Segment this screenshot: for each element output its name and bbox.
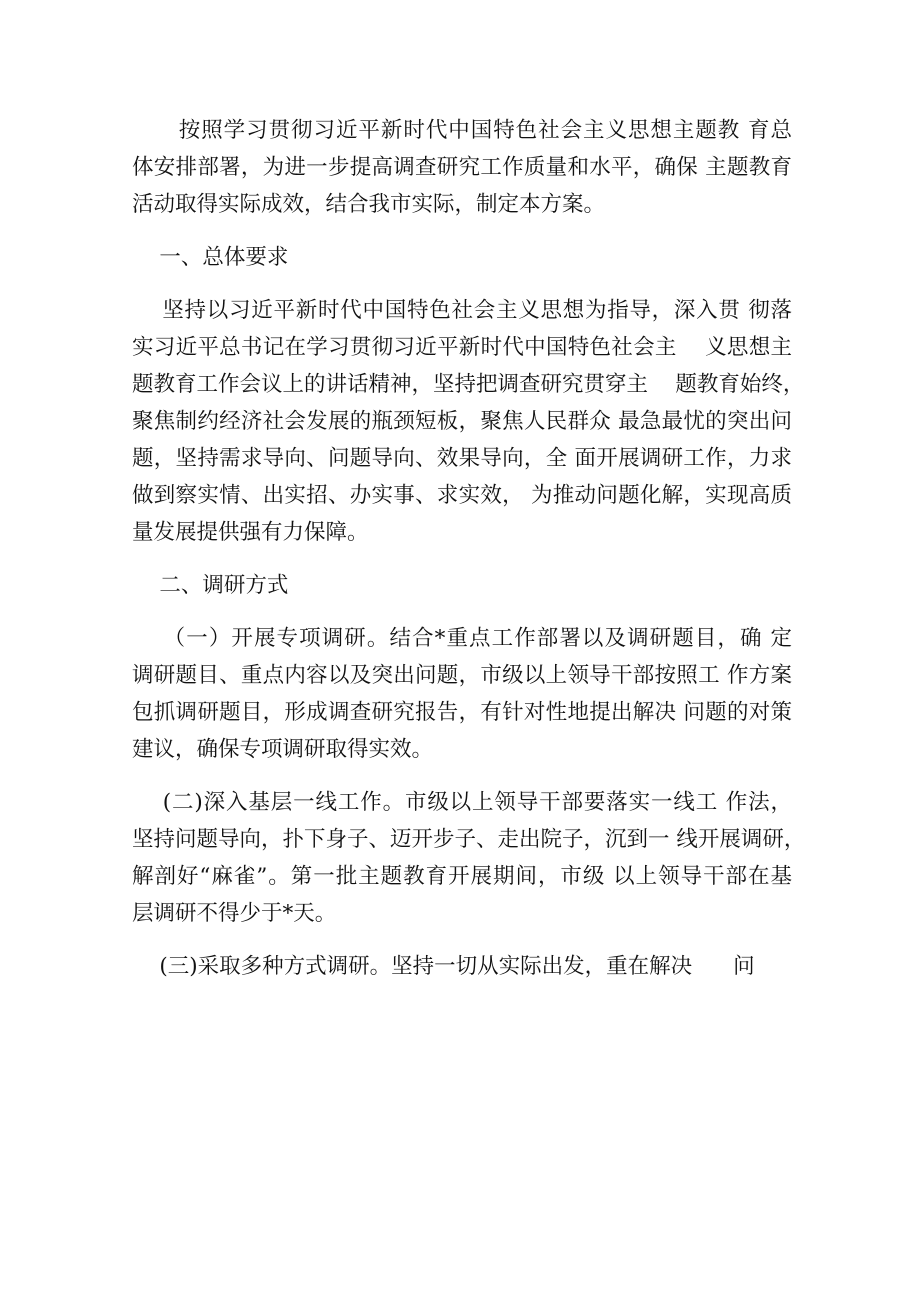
paragraph-gap [132,932,792,948]
text-line: 实习近平总书记在学习贯彻习近平新时代中国特色社会主 义思想主 [132,335,792,360]
text-line: (二)深入基层一线工作。市级以上领导干部要落实一线工 作法， [132,790,792,815]
text-line: 活动取得实际成效，结合我市实际，制定本方案。 [132,192,606,217]
text-line: 按照学习贯彻习近平新时代中国特色社会主义思想主题教 育总 [132,118,792,143]
text-line: 层调研不得少于*天。 [132,901,337,926]
text-line: 建议，确保专项调研取得实效。 [132,737,434,762]
section-heading [132,567,792,604]
body-paragraph [132,292,805,551]
paragraph-gap [132,223,792,239]
text-line: 聚焦制约经济社会发展的瓶颈短板，聚焦人民群众 最急最忧的突出问 [132,409,792,434]
paragraph-gap [132,551,792,567]
body-paragraph [132,948,792,985]
text-line: 解剖好“麻雀”。第一批主题教育开展期间，市级 以上领导干部在基 [132,864,792,889]
text-line: 包抓调研题目，形成调查研究报告，有针对性地提出解决 问题的对策 [132,700,792,725]
text-line: 体安排部署，为进一步提高调查研究工作质量和水平，确保 主题教育 [132,155,792,180]
text-line: 题，坚持需求导向、问题导向、效果导向，全 面开展调研工作，力求 [132,446,792,471]
text-line: 坚持问题导向，扑下身子、迈开步子、走出院子，沉到一 线开展调研， [132,827,806,852]
text-line: (三)采取多种方式调研。坚持一切从实际出发，重在解决 问 [132,954,755,979]
paragraph-gap [132,768,792,784]
body-paragraph [132,112,792,223]
body-paragraph [132,784,806,932]
text-line: （一）开展专项调研。结合*重点工作部署以及调研题目，确 定 [132,626,792,651]
section-heading [132,239,792,276]
text-line: 二、调研方式 [132,573,289,598]
paragraph-gap [132,276,792,292]
paragraph-gap [132,604,792,620]
text-line: 做到察实情、出实招、办实事、求实效， 为推动问题化解，实现高质 [132,483,792,508]
text-line: 一、总体要求 [132,245,289,270]
text-line: 量发展提供强有力保障。 [132,520,369,545]
text-line: 题教育工作会议上的讲话精神，坚持把调查研究贯穿主 题教育始终， [132,372,805,397]
text-line: 调研题目、重点内容以及突出问题，市级以上领导干部按照工 作方案 [132,663,792,688]
body-paragraph [132,620,792,768]
document-body [132,112,806,985]
text-line: 坚持以习近平新时代中国特色社会主义思想为指导，深入贯 彻落 [132,298,792,323]
